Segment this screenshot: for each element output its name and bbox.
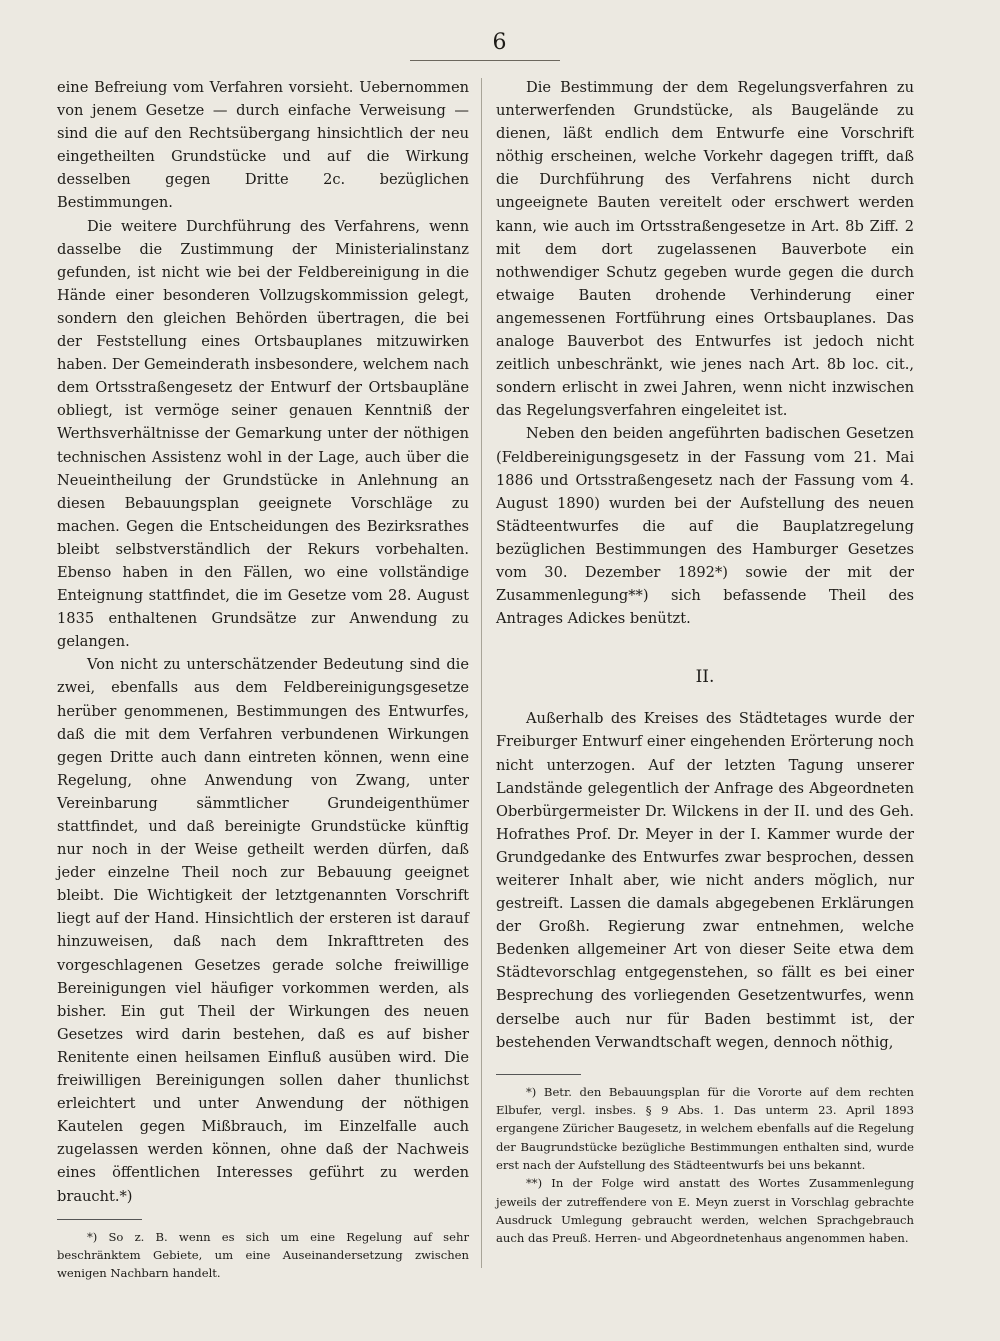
paragraph-continuation: eine Befreiung vom Verfahren vorsieht. Uebernommen von jenem Gesetze — durch einfache Verweisung — sind die auf den Rechtsübergang hinsichtlich der neu eingetheilten Grundstücke und auf die Wirkung desselben gegen Dritte 2c. bezüglichen Bestimmungen.: [57, 79, 469, 212]
footnote-rule: [57, 1219, 142, 1220]
footnote-right-2: **) In der Folge wird anstatt des Wortes Zusammenlegung jeweils der zutreffendere von E. Meyn zuerst in Vorschlag gebrachte Ausdruck Umlegung gebraucht werden, welchen Sprachgebrauch auch das Preuß. Herren- und Abgeordnetenhaus angenommen haben.: [496, 1176, 914, 1246]
paragraph-ausserhalb: Außerhalb des Kreises des Städtetages wurde der Freiburger Entwurf einer eingehenden Erörterung noch nicht unterzogen. Auf der letzten Tagung unserer Landstände gelegentlich der Anfrage des Abgeordneten Oberbürgermeister Dr. Wilckens in der II. und des Geh. Hofrathes Prof. Dr. Meyer in der I. Kammer wurde der Grundgedanke des Entwurfes zwar besprochen, dessen weiterer Inhalt aber, wie nicht anders möglich, nur gestreift. Lassen die damals abgegebenen Erklärungen der Großh. Regierung zwar entnehmen, welche Bedenken allgemeiner Art von dieser Seite etwa dem Städtevorschlag entgegenstehen, so fällt es bei einer Besprechung des vorliegenden Gesetzentwurfes, wenn derselbe auch nur für Baden bestimmt ist, der bestehenden Verwandtschaft wegen, dennoch nöthig,: [496, 710, 914, 1051]
section-heading: II.: [695, 667, 715, 688]
paragraph-durchfuehrung: Die weitere Durchführung des Verfahrens, wenn dasselbe die Zustimmung der Ministerialinstanz gefunden, ist nicht wie bei der Feldbereinigung in die Hände einer besonderen Vollzugskommission gelegt, sondern den gleichen Behörden übertragen, die bei der Feststellung eines Ortsbauplanes mitzuwirken haben. Der Gemeinderath insbesondere, welchem nach dem Ortsstraßengesetz der Entwurf der Ortsbaupläne obliegt, ist vermöge seiner genauen Kenntniß der Werthsverhältnisse der Gemarkung unter der nöthigen technischen Assistenz wohl in der Lage, auch über die Neueintheilung der Grundstücke in Anlehnung an diesen Bebauungsplan geeignete Vorschläge zu machen. Gegen die Entscheidungen des Bezirksrathes bleibt selbstverständlich der Rekurs vorbehalten. Ebenso haben in den Fällen, wo eine vollständige Enteignung stattfindet, die im Gesetze vom 28. August 1835 enthaltenen Grundsätze zur Anwendung zu gelangen.: [57, 217, 469, 651]
right-column: [496, 76, 914, 1247]
left-column: [57, 76, 469, 1282]
header-rule: [410, 60, 560, 61]
column-divider: [481, 78, 482, 1268]
paragraph-bedeutung: Von nicht zu unterschätzender Bedeutung sind die zwei, ebenfalls aus dem Feldbereinigungsgesetze herüber genommenen, Bestimmungen des Entwurfes, daß die mit dem Verfahren verbundenen Wirkungen gegen Dritte auch dann eintreten können, wenn eine Regelung, ohne Anwendung von Zwang, unter Vereinbarung sämmtlicher Grundeigenthümer stattfindet, und daß bereinigte Grundstücke künftig nur noch in der Weise getheilt werden dürfen, daß jeder einzelne Theil noch zur Bebauung geeignet bleibt. Die Wichtigkeit der letztgenannten Vorschrift liegt auf der Hand. Hinsichtlich der ersteren ist darauf hinzuweisen, daß nach dem Inkrafttreten des vorgeschlagenen Gesetzes gerade solche freiwillige Bereinigungen viel häufiger vorkommen werden, als bisher. Ein gut Theil der Wirkungen des neuen Gesetzes wird darin bestehen, daß es auf bisher Renitente einen heilsamen Einfluß ausüben wird. Die freiwilligen Bereinigungen sollen daher thunlichst erleichtert und unter Anwendung der nöthigen Kautelen gegen Mißbrauch, im Einzelfalle auch zugelassen werden können, ohne daß der Nachweis eines öffentlichen Interesses geführt zu werden braucht.*): [57, 656, 469, 1205]
footnote-rule: [496, 1074, 581, 1075]
paragraph-bestimmung: Die Bestimmung der dem Regelungsverfahren zu unterwerfenden Grundstücke, als Baugelände zu dienen, läßt endlich dem Entwurfe eine Vorschrift nöthig erscheinen, welche Vorkehr dagegen trifft, daß die Durchführung des Verfahrens nicht durch ungeeignete Bauten vereitelt oder erschwert werden kann, wie auch im Ortsstraßengesetze in Art. 8b Ziff. 2 mit dem dort zugelassenen Bauverbote ein nothwendiger Schutz gegeben wurde gegen die durch etwaige Bauten drohende Verhinderung einer angemessenen Fortführung eines Ortsbauplanes. Das analoge Bauverbot des Entwurfes ist jedoch nicht zeitlich unbeschränkt, wie jenes nach Art. 8b loc. cit., sondern erlischt in zwei Jahren, wenn nicht inzwischen das Regelungsverfahren eingeleitet ist.: [496, 79, 914, 420]
footnote-left: *) So z. B. wenn es sich um eine Regelung auf sehr beschränktem Gebiete, um eine Auseinandersetzung zwischen wenigen Nachbarn handelt.: [57, 1229, 469, 1281]
paragraph-gesetze: Neben den beiden angeführten badischen Gesetzen (Feldbereinigungsgesetz in der Fassung vom 21. Mai 1886 und Ortsstraßengesetz nach der Fassung vom 4. August 1890) wurden bei der Aufstellung des neuen Städteentwurfes die auf die Bauplatzregelung bezüglichen Bestimmungen des Hamburger Gesetzes vom 30. Dezember 1892*) sowie der mit der Zusammenlegung**) sich befassende Theil des Antrages Adickes benützt.: [496, 425, 914, 628]
page-number: 6: [492, 30, 508, 55]
footnote-right-1: *) Betr. den Bebauungsplan für die Vororte auf dem rechten Elbufer, vergl. insbes. § 9 Abs. 1. Das unterm 23. April 1893 ergangene Züricher Baugesetz, in welchem ebenfalls auf die Regelung der Baugrundstücke bezügliche Bestimmungen enthalten sind, wurde erst nach der Aufstellung des Städteentwurfs bei uns bekannt.: [496, 1084, 914, 1172]
